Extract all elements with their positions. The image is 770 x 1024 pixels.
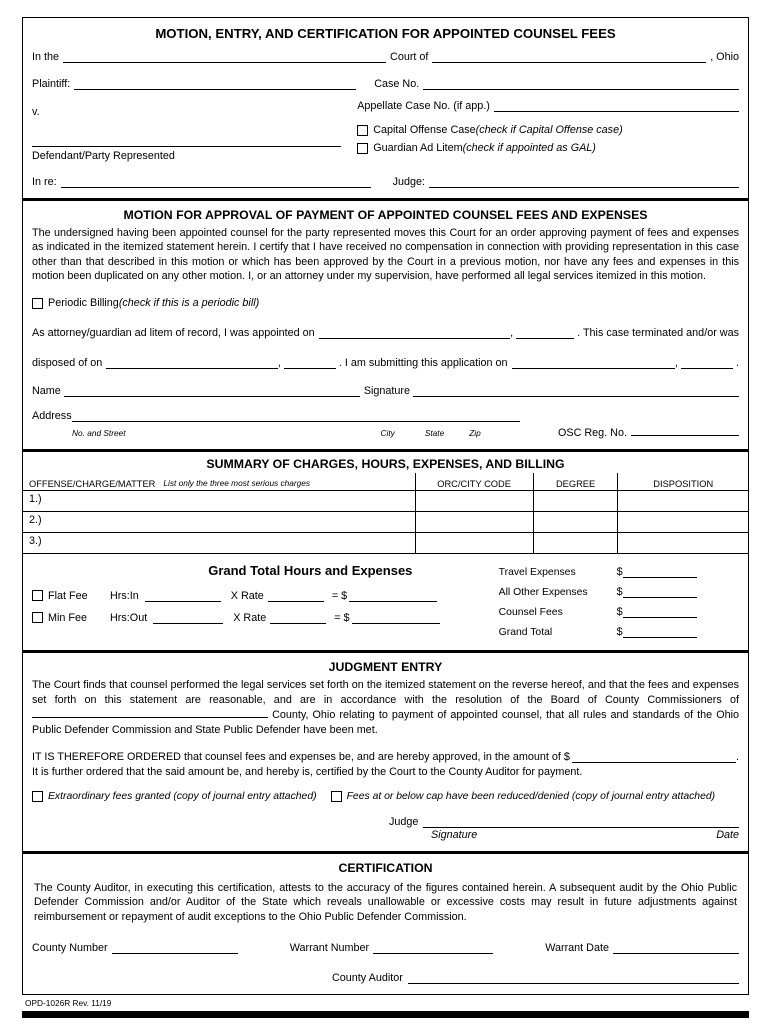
charges-table-row-1 <box>23 490 748 511</box>
amount-in-field[interactable] <box>349 589 437 602</box>
counsel-fees-field[interactable] <box>623 605 697 618</box>
ohio-suffix-label: , Ohio <box>710 51 739 63</box>
osc-reg-label: OSC Reg. No. <box>557 427 627 440</box>
warrant-number-label: Warrant Number <box>289 941 370 954</box>
judgment-body-text-1: The Court finds that counsel performed the legal services set forth on the itemized statement on the reverse hereof, and that the fees and expenses set forth on this statement are reasonable, and are in accordance with the resolution of the Board of County Commissioners of <box>32 679 739 706</box>
judge-name-field[interactable] <box>429 175 739 188</box>
form-number: OPD-1026R Rev. 11/19 <box>25 997 112 1008</box>
case-no-field[interactable] <box>423 77 739 90</box>
disposition-cell-1[interactable] <box>617 490 748 511</box>
defendant-column <box>32 99 357 162</box>
orc-code-cell-2[interactable] <box>415 511 533 532</box>
motion-section <box>23 198 748 449</box>
ordered-label: IT IS THEREFORE ORDERED that counsel fees and expenses be, and are hereby approved, in the amount of $ <box>32 750 570 763</box>
counsel-fees-label: Counsel Fees <box>498 607 563 619</box>
application-date-field[interactable] <box>512 356 675 369</box>
extraordinary-fees-checkbox[interactable] <box>32 791 43 802</box>
equals-in-label: = $ <box>331 589 348 602</box>
orc-code-cell-3[interactable] <box>415 532 533 553</box>
court-of-label: Court of <box>390 51 429 63</box>
ordered-paragraph <box>32 750 739 778</box>
expenses-block <box>499 563 739 638</box>
certification-title: CERTIFICATION <box>338 860 433 875</box>
submitting-label: . I am submitting this application on <box>338 357 508 370</box>
name-label: Name <box>32 385 61 398</box>
appointed-counsel-fees-form <box>22 17 749 995</box>
signature-label: Signature <box>363 385 411 398</box>
orc-code-cell-1[interactable] <box>415 490 533 511</box>
ordered-line-2: It is further ordered that the said amount be, and hereby is, certified by the Court to the County Auditor for payment. <box>32 765 583 778</box>
judge-signature-label: Judge <box>389 815 419 828</box>
disposed-year-field[interactable] <box>284 356 336 369</box>
offense-column-header: OFFENSE/CHARGE/MATTER <box>29 479 156 490</box>
certification-body: The County Auditor, in executing this certification, attests to the accuracy of the figures contained herein. A subsequent audit by the Ohio Public Defender Commission and/or Auditor of the State which reveals unallowable or excessive costs may result in future adjustments against reimbursement or repayment of audit exceptions to the Ohio Public Defender Commission. <box>34 881 737 923</box>
defendant-name-field[interactable] <box>32 133 341 147</box>
in-re-field[interactable] <box>61 175 371 188</box>
guardian-ad-litem-checkbox[interactable] <box>357 143 368 154</box>
warrant-date-label: Warrant Date <box>545 941 609 954</box>
row-number-3: 3.) <box>23 532 415 553</box>
hrs-in-label: Hrs:In <box>110 589 139 602</box>
period-2: . <box>736 750 739 763</box>
summary-section <box>23 449 748 650</box>
charges-table <box>23 473 748 554</box>
flat-fee-checkbox[interactable] <box>32 590 43 601</box>
grand-total-label: Grand Total <box>498 627 553 639</box>
form-page <box>22 17 749 1018</box>
osc-reg-field[interactable] <box>631 423 739 436</box>
degree-column-header: DEGREE <box>533 473 618 490</box>
charges-table-row-3 <box>23 532 748 553</box>
judge-signature-field[interactable] <box>423 815 739 828</box>
court-county-field[interactable] <box>432 50 706 63</box>
other-dollar: $ <box>616 586 623 599</box>
charges-table-row-2 <box>23 511 748 532</box>
disposition-column-header: DISPOSITION <box>617 473 748 490</box>
court-name-field[interactable] <box>63 50 386 63</box>
fees-reduced-checkbox[interactable] <box>331 791 342 802</box>
periodic-billing-note: (check if this is a periodic bill) <box>118 297 260 310</box>
degree-cell-3[interactable] <box>533 532 618 553</box>
capital-offense-checkbox[interactable] <box>357 125 368 136</box>
other-expenses-field[interactable] <box>623 585 697 598</box>
county-auditor-field[interactable] <box>408 971 739 984</box>
in-the-label: In the <box>32 51 60 63</box>
flat-fee-label: Flat Fee <box>48 589 88 602</box>
in-re-label: In re: <box>32 176 57 188</box>
county-auditor-label: County Auditor <box>332 971 403 984</box>
disposition-cell-2[interactable] <box>617 511 748 532</box>
disposed-of-label: disposed of on <box>32 357 103 370</box>
appointed-on-label: As attorney/guardian ad litem of record, I was appointed on <box>32 327 315 340</box>
application-year-field[interactable] <box>681 356 733 369</box>
guardian-ad-litem-note: (check if appointed as GAL) <box>462 142 596 154</box>
hrs-out-field[interactable] <box>153 611 223 624</box>
hrs-out-label: Hrs:Out <box>110 611 148 624</box>
min-fee-checkbox[interactable] <box>32 612 43 623</box>
case-flags-column <box>357 99 739 162</box>
plaintiff-field[interactable] <box>74 77 356 90</box>
address-field[interactable] <box>72 409 520 422</box>
comma-1: , <box>510 327 514 340</box>
versus-label: v. <box>32 106 40 118</box>
certification-section <box>23 851 748 994</box>
motion-title: MOTION FOR APPROVAL OF PAYMENT OF APPOINTED COUNSEL FEES AND EXPENSES <box>123 208 648 222</box>
judge-signature-block <box>389 815 739 841</box>
row-number-1: 1.) <box>23 490 415 511</box>
periodic-billing-label: Periodic Billing <box>48 297 119 310</box>
charges-table-header <box>23 473 748 490</box>
judgment-body-text-2: County, Ohio relating to payment of appointed counsel, that all rules and standards of the Ohio Public Defender Commission and State Public Defender have been met. <box>32 709 740 736</box>
grand-total-title: Grand Total Hours and Expenses <box>208 563 413 579</box>
comma-3: , <box>675 357 678 370</box>
appellate-case-no-field[interactable] <box>494 99 739 112</box>
plaintiff-label: Plaintiff: <box>32 78 71 90</box>
warrant-date-field[interactable] <box>613 941 739 954</box>
street-note: No. and Street <box>72 428 126 439</box>
comma-2: , <box>277 357 281 370</box>
equals-out-label: = $ <box>334 611 350 624</box>
totals-block <box>23 554 748 650</box>
address-label: Address <box>32 410 72 423</box>
capital-offense-label: Capital Offense Case <box>373 124 476 136</box>
period-1: . <box>736 357 739 370</box>
orc-code-column-header: ORC/CITY CODE <box>415 473 533 490</box>
attorney-name-field[interactable] <box>64 384 360 397</box>
date-note: Date <box>716 828 739 841</box>
judgment-section <box>23 650 748 850</box>
grand-total-field[interactable] <box>623 625 697 638</box>
degree-cell-1[interactable] <box>533 490 618 511</box>
county-commissioners-field[interactable] <box>32 707 268 718</box>
motion-body: The undersigned having been appointed counsel for the party represented moves this Court for an order approving payment of fees and expenses as indicated in the itemized statement herein. I certify that I have received no compensation in connection with providing representation in this case other than that described in this motion or which has been approved by the Court in a previous motion, nor have any fees and expenses in this motion been duplicated on any other motion. I, or an attorney under my supervision, have performed all legal services itemized in this motion. <box>32 227 739 283</box>
periodic-billing-checkbox[interactable] <box>32 298 43 309</box>
judgment-title: JUDGMENT ENTRY <box>328 660 443 675</box>
counsel-dollar: $ <box>616 606 623 619</box>
grand-total-dollar: $ <box>616 626 623 639</box>
fees-reduced-label: Fees at or below cap have been reduced/denied (copy of journal entry attached) <box>346 790 716 802</box>
amount-out-field[interactable] <box>352 611 440 624</box>
judge-label: Judge: <box>392 176 426 188</box>
capital-offense-note: (check if Capital Offense case) <box>475 124 623 136</box>
summary-title: SUMMARY OF CHARGES, HOURS, EXPENSES, AND BILLING <box>206 457 565 472</box>
case-no-label: Case No. <box>374 78 420 90</box>
hours-block <box>32 563 499 638</box>
rate-out-label: X Rate <box>233 611 267 624</box>
row-number-2: 2.) <box>23 511 415 532</box>
attorney-signature-field[interactable] <box>413 384 739 397</box>
other-expenses-label: All Other Expenses <box>498 587 588 599</box>
travel-dollar: $ <box>616 566 623 579</box>
travel-expenses-field[interactable] <box>623 565 697 578</box>
min-fee-label: Min Fee <box>48 611 88 624</box>
disposition-cell-3[interactable] <box>617 532 748 553</box>
zip-note: Zip <box>469 428 481 439</box>
bottom-bar <box>22 1011 749 1018</box>
appointed-date-field[interactable] <box>319 326 510 339</box>
rate-in-label: X Rate <box>230 589 264 602</box>
rate-out-field[interactable] <box>270 611 326 624</box>
rate-in-field[interactable] <box>268 589 324 602</box>
caption-two-columns <box>32 99 739 162</box>
appointed-year-field[interactable] <box>516 326 574 339</box>
guardian-ad-litem-label: Guardian Ad Litem <box>373 142 463 154</box>
caption-section <box>23 18 748 198</box>
travel-expenses-label: Travel Expenses <box>498 567 576 579</box>
signature-note: Signature <box>431 828 478 841</box>
extraordinary-fees-label: Extraordinary fees granted (copy of journal entry attached) <box>48 790 317 802</box>
state-note: State <box>424 428 445 439</box>
hrs-in-field[interactable] <box>145 589 221 602</box>
county-number-label: County Number <box>32 941 108 954</box>
defendant-party-label: Defendant/Party Represented <box>32 150 175 162</box>
approved-amount-field[interactable] <box>572 750 736 763</box>
judgment-body <box>32 678 739 736</box>
form-title: MOTION, ENTRY, AND CERTIFICATION FOR APPOINTED COUNSEL FEES <box>155 26 616 41</box>
warrant-number-field[interactable] <box>373 941 493 954</box>
city-note: City <box>380 428 395 439</box>
county-number-field[interactable] <box>112 941 238 954</box>
appellate-case-label: Appellate Case No. (if app.) <box>357 100 490 112</box>
disposed-date-field[interactable] <box>106 356 278 369</box>
degree-cell-2[interactable] <box>533 511 618 532</box>
terminated-label: . This case terminated and/or was <box>577 327 739 340</box>
offense-column-note: List only the three most serious charges <box>163 478 311 489</box>
